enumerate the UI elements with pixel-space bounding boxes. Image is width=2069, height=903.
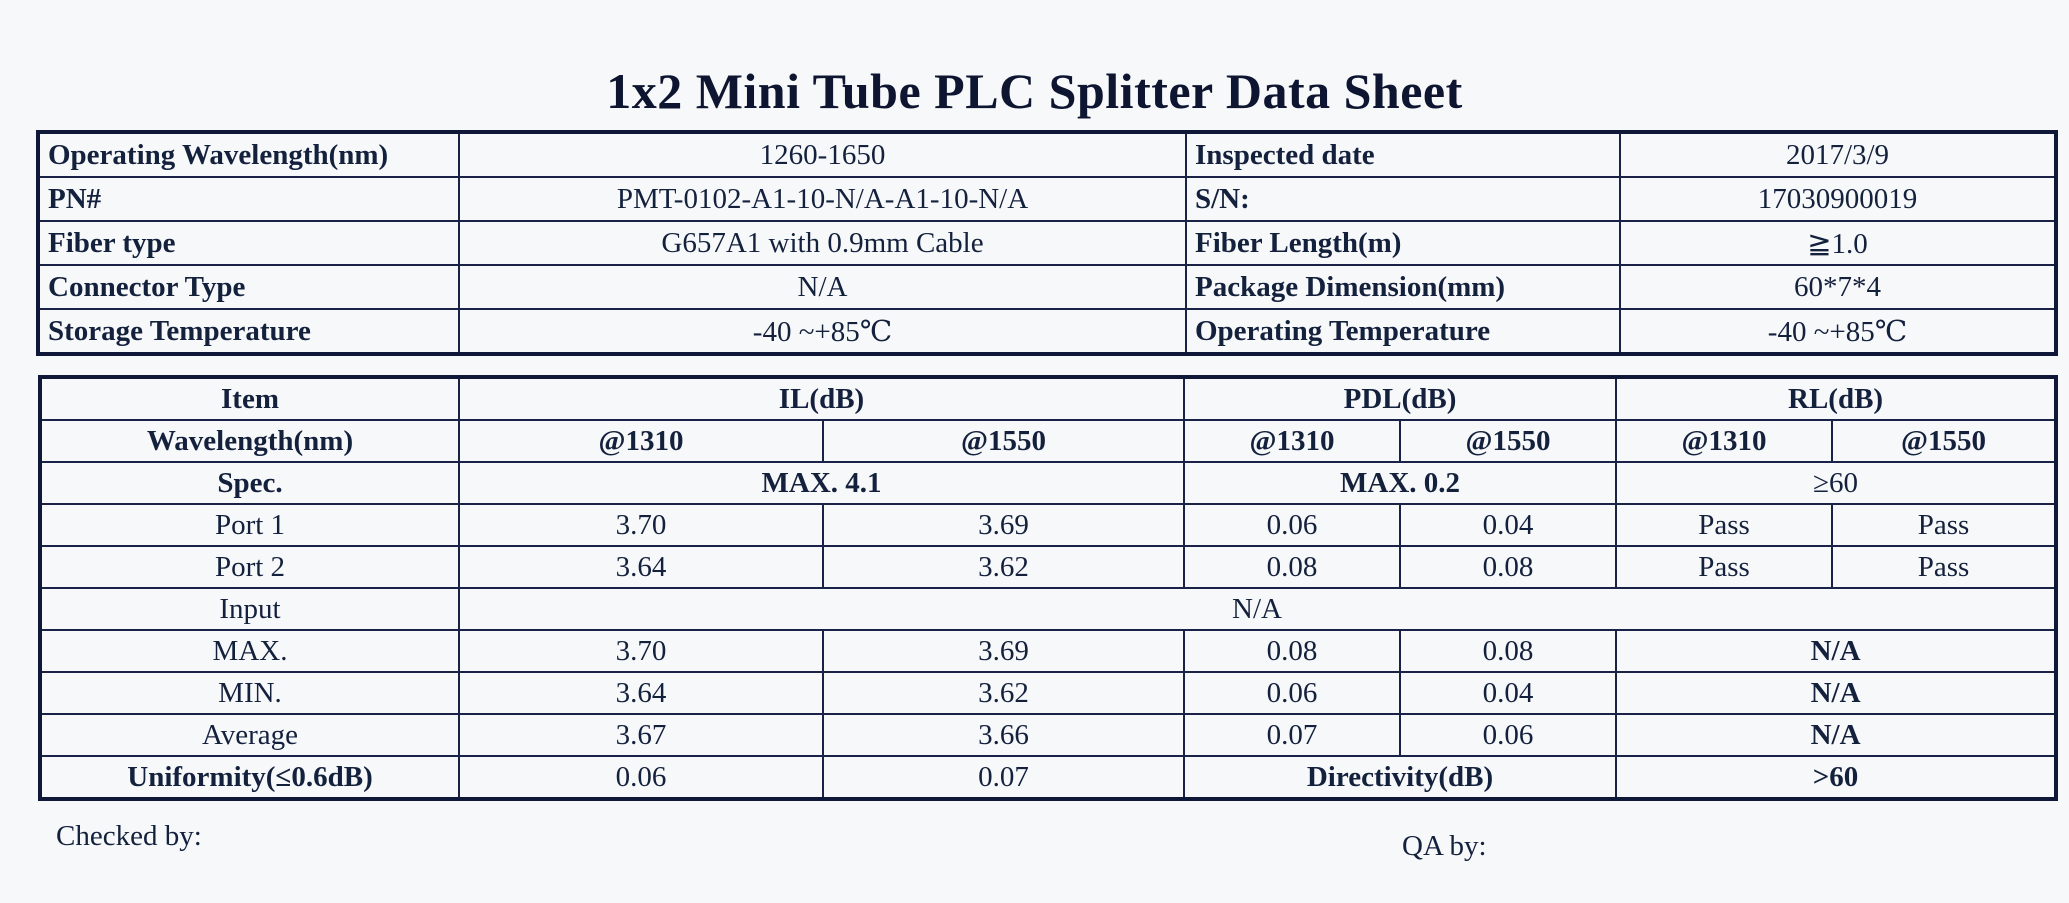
fiber-length-value: ≧1.0 <box>1620 221 2056 265</box>
port-2-pdl-1550: 0.08 <box>1400 546 1616 588</box>
port-1-il-1310: 3.70 <box>459 504 823 546</box>
page-title: 1x2 Mini Tube PLC Splitter Data Sheet <box>606 63 1463 119</box>
max-il-1310: 3.70 <box>459 630 823 672</box>
table-row <box>38 132 2056 177</box>
min-pdl-1550: 0.04 <box>1400 672 1616 714</box>
max-label: MAX. <box>40 630 459 672</box>
table-row <box>40 420 2056 462</box>
sn-value: 17030900019 <box>1620 177 2056 221</box>
port-2-rl-1310: Pass <box>1616 546 1832 588</box>
uniformity-label: Uniformity(≤0.6dB) <box>40 756 459 799</box>
il-spec: MAX. 4.1 <box>459 462 1184 504</box>
pdl-header: PDL(dB) <box>1184 377 1616 420</box>
table-row <box>40 630 2056 672</box>
uniformity-il-1550: 0.07 <box>823 756 1184 799</box>
input-label: Input <box>40 588 459 630</box>
port-2-il-1550: 3.62 <box>823 546 1184 588</box>
port-2-il-1310: 3.64 <box>459 546 823 588</box>
table-row <box>38 221 2056 265</box>
table-row <box>40 672 2056 714</box>
average-label: Average <box>40 714 459 756</box>
average-il-1550: 3.66 <box>823 714 1184 756</box>
max-rl: N/A <box>1616 630 2056 672</box>
table-row <box>40 756 2056 799</box>
port-1-rl-1310: Pass <box>1616 504 1832 546</box>
min-il-1310: 3.64 <box>459 672 823 714</box>
pdl-1550-header: @1550 <box>1400 420 1616 462</box>
port-2-pdl-1310: 0.08 <box>1184 546 1400 588</box>
fiber-length-label: Fiber Length(m) <box>1186 221 1620 265</box>
average-pdl-1310: 0.07 <box>1184 714 1400 756</box>
port-2-rl-1550: Pass <box>1832 546 2056 588</box>
table-row <box>40 714 2056 756</box>
average-pdl-1550: 0.06 <box>1400 714 1616 756</box>
operating-wavelength-label: Operating Wavelength(nm) <box>38 132 459 177</box>
table-row <box>40 504 2056 546</box>
storage-temperature-value: -40 ~+85℃ <box>459 309 1186 354</box>
input-value: N/A <box>459 588 2056 630</box>
pn-value: PMT-0102-A1-10-N/A-A1-10-N/A <box>459 177 1186 221</box>
spec-label: Spec. <box>40 462 459 504</box>
min-label: MIN. <box>40 672 459 714</box>
qa-by-label: QA by: <box>1402 830 1487 862</box>
rl-1550-header: @1550 <box>1832 420 2056 462</box>
test-results-table <box>38 375 2058 801</box>
pdl-spec: MAX. 0.2 <box>1184 462 1616 504</box>
table-row <box>38 265 2056 309</box>
port-1-il-1550: 3.69 <box>823 504 1184 546</box>
average-il-1310: 3.67 <box>459 714 823 756</box>
port-1-pdl-1310: 0.06 <box>1184 504 1400 546</box>
directivity-value: >60 <box>1616 756 2056 799</box>
port-2-label: Port 2 <box>40 546 459 588</box>
min-rl: N/A <box>1616 672 2056 714</box>
table-row <box>40 546 2056 588</box>
rl-header: RL(dB) <box>1616 377 2056 420</box>
table-row <box>40 588 2056 630</box>
wavelength-label: Wavelength(nm) <box>40 420 459 462</box>
inspected-date-value: 2017/3/9 <box>1620 132 2056 177</box>
table-row <box>38 309 2056 354</box>
storage-temperature-label: Storage Temperature <box>38 309 459 354</box>
average-rl: N/A <box>1616 714 2056 756</box>
sn-label: S/N: <box>1186 177 1620 221</box>
package-dimension-label: Package Dimension(mm) <box>1186 265 1620 309</box>
rl-spec: ≥60 <box>1616 462 2056 504</box>
fiber-type-label: Fiber type <box>38 221 459 265</box>
operating-temperature-value: -40 ~+85℃ <box>1620 309 2056 354</box>
connector-type-label: Connector Type <box>38 265 459 309</box>
il-1550-header: @1550 <box>823 420 1184 462</box>
min-pdl-1310: 0.06 <box>1184 672 1400 714</box>
min-il-1550: 3.62 <box>823 672 1184 714</box>
directivity-label: Directivity(dB) <box>1184 756 1616 799</box>
fiber-type-value: G657A1 with 0.9mm Cable <box>459 221 1186 265</box>
pdl-1310-header: @1310 <box>1184 420 1400 462</box>
inspected-date-label: Inspected date <box>1186 132 1620 177</box>
rl-1310-header: @1310 <box>1616 420 1832 462</box>
max-pdl-1550: 0.08 <box>1400 630 1616 672</box>
il-1310-header: @1310 <box>459 420 823 462</box>
port-1-label: Port 1 <box>40 504 459 546</box>
package-dimension-value: 60*7*4 <box>1620 265 2056 309</box>
checked-by-label: Checked by: <box>56 820 202 852</box>
operating-temperature-label: Operating Temperature <box>1186 309 1620 354</box>
item-header: Item <box>40 377 459 420</box>
il-header: IL(dB) <box>459 377 1184 420</box>
connector-type-value: N/A <box>459 265 1186 309</box>
max-il-1550: 3.69 <box>823 630 1184 672</box>
operating-wavelength-value: 1260-1650 <box>459 132 1186 177</box>
table-row <box>38 177 2056 221</box>
info-table <box>36 130 2058 356</box>
max-pdl-1310: 0.08 <box>1184 630 1400 672</box>
port-1-rl-1550: Pass <box>1832 504 2056 546</box>
uniformity-il-1310: 0.06 <box>459 756 823 799</box>
port-1-pdl-1550: 0.04 <box>1400 504 1616 546</box>
table-row <box>40 462 2056 504</box>
table-row <box>40 377 2056 420</box>
pn-label: PN# <box>38 177 459 221</box>
